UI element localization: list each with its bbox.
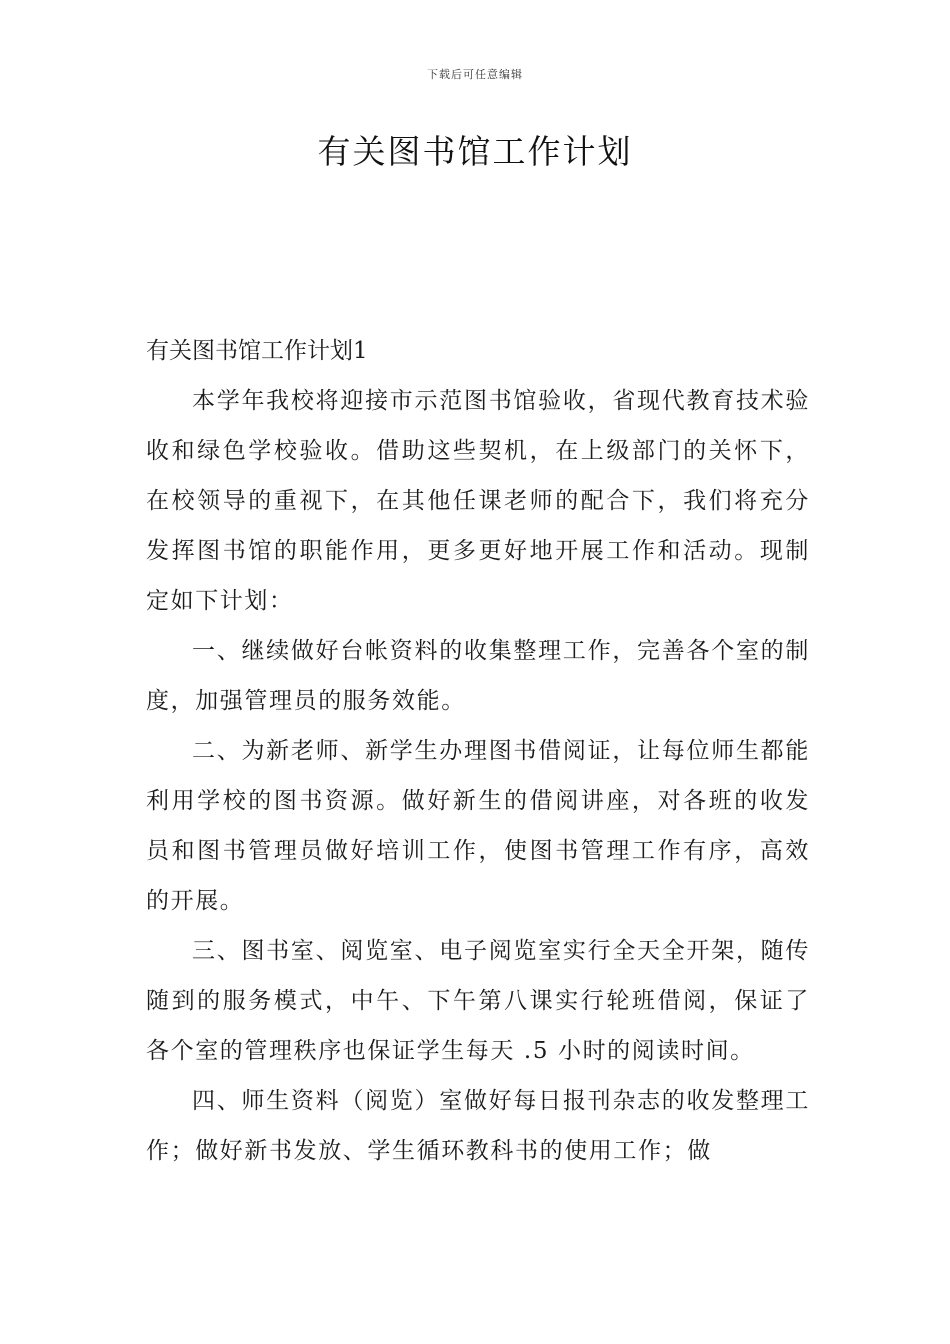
paragraph-item-1: 一、继续做好台帐资料的收集整理工作，完善各个室的制度，加强管理员的服务效能。 <box>146 638 810 714</box>
header-note: 下载后可任意编辑 <box>427 68 523 81</box>
paragraph-intro: 本学年我校将迎接市示范图书馆验收，省现代教育技术验收和绿色学校验收。借助这些契机，在上级部门的关怀下，在校领导的重视下，在其他任课老师的配合下，我们将充分发挥图书馆的职能作用，更多更好地开展工作和活动。现制定如下计划： <box>146 388 810 614</box>
section-heading: 有关图书馆工作计划1 <box>146 338 368 364</box>
document-title: 有关图书馆工作计划 <box>317 132 633 171</box>
paragraph-item-2: 二、为新老师、新学生办理图书借阅证，让每位师生都能利用学校的图书资源。做好新生的借阅讲座，对各班的收发员和图书管理员做好培训工作，使图书管理工作有序，高效的开展。 <box>146 738 810 914</box>
paragraph-item-3: 三、图书室、阅览室、电子阅览室实行全天全开架，随传随到的服务模式，中午、下午第八课实行轮班借阅，保证了各个室的管理秩序也保证学生每天 .5 小时的阅读时间。 <box>146 938 810 1064</box>
document-body <box>146 326 810 1176</box>
paragraph-item-4: 四、师生资料（阅览）室做好每日报刊杂志的收发整理工作；做好新书发放、学生循环教科书的使用工作；做 <box>146 1088 810 1164</box>
